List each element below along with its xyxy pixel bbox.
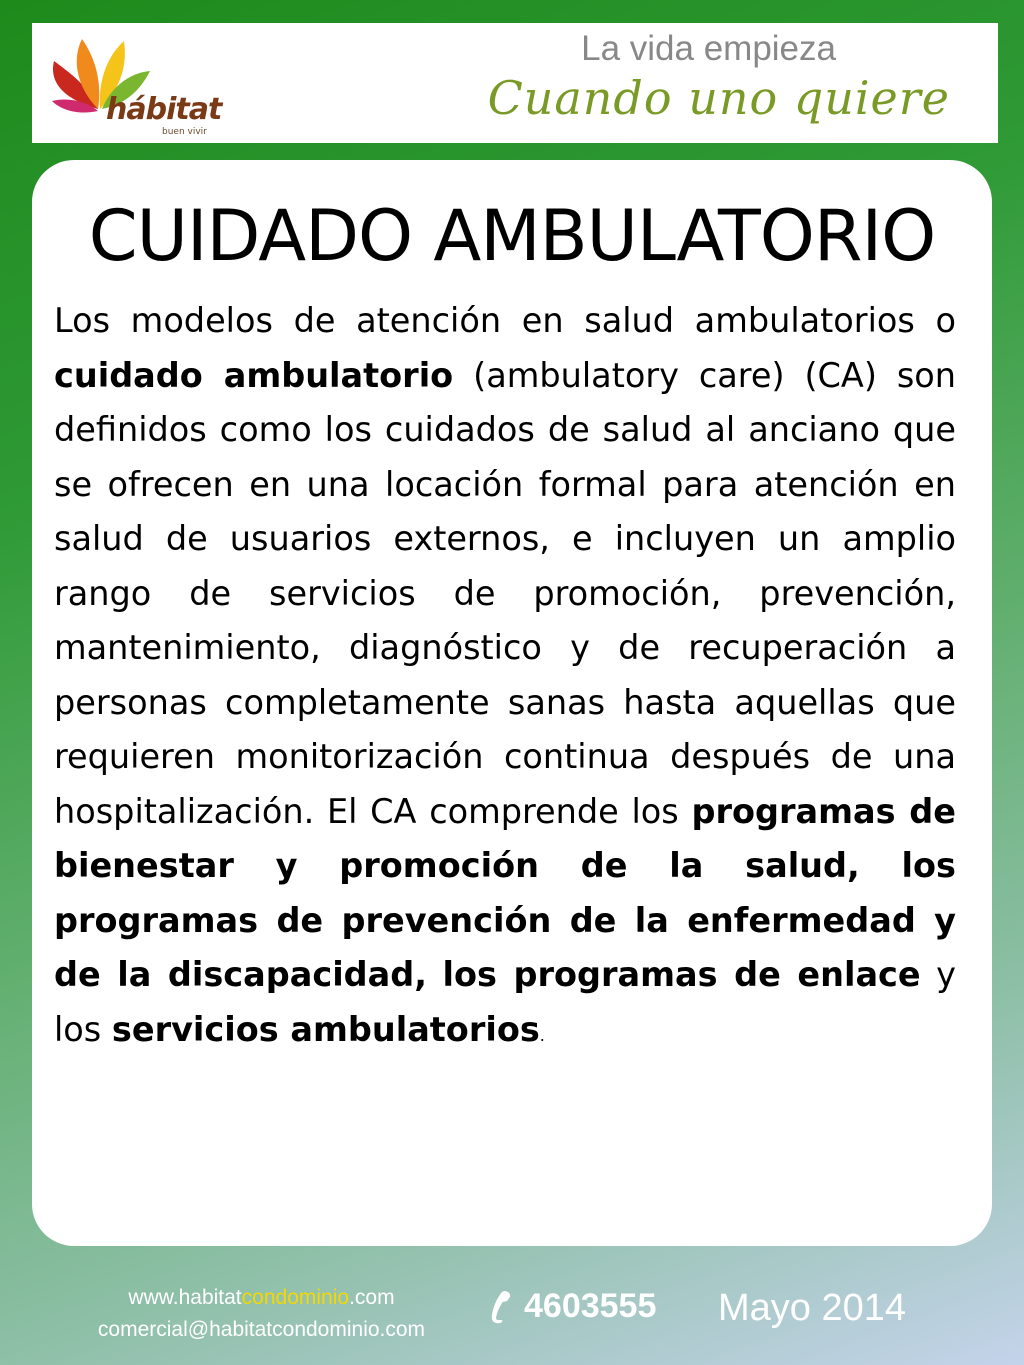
page-title: CUIDADO AMBULATORIO bbox=[88, 195, 936, 277]
bold-text-run: servicios ambulatorios bbox=[111, 1009, 540, 1049]
bold-text-run: programas de bienestar y promoción de la salud, los programas de prevención de la enfermedad y de la discapacidad, bbox=[54, 791, 956, 994]
bold-text-run: cuidado ambulatorio bbox=[54, 355, 454, 395]
bold-text-run: los programas de enlace bbox=[442, 955, 921, 994]
body-paragraph bbox=[54, 294, 956, 1063]
date-label: Mayo 2014 bbox=[718, 1287, 907, 1329]
tagline-line-2: Cuando uno quiere bbox=[487, 71, 950, 125]
text-run bbox=[427, 955, 443, 994]
footer-contact bbox=[0, 1282, 523, 1346]
text-run: . bbox=[539, 1025, 545, 1045]
email-link[interactable]: comercial@habitatcondominio.com bbox=[97, 1318, 426, 1341]
website-link[interactable]: www.habitatcondominio.com bbox=[128, 1286, 395, 1309]
header bbox=[32, 23, 998, 143]
content-card bbox=[32, 160, 992, 1246]
logo-wordmark: hábitat bbox=[106, 92, 222, 127]
tagline-line-1: La vida empieza bbox=[581, 29, 836, 68]
logo-subtitle: buen vivir bbox=[162, 127, 207, 137]
habitat-logo bbox=[40, 31, 220, 136]
phone-icon bbox=[490, 1290, 514, 1324]
text-run: Los modelos de atención en salud ambulatorios o bbox=[54, 301, 956, 340]
phone-number: 4603555 bbox=[490, 1287, 656, 1326]
text-run: y los bbox=[54, 955, 957, 1049]
text-run: (ambulatory care) (CA) son definidos como los cuidados de salud al anciano que se ofrecen en una locación formal para atención en salud de usuarios externos, e incluyen un amplio rango de servicios de promoción, prevención, mantenimiento, diagnóstico y de recuperación a personas completamente sanas hasta aquellas que requieren monitorización continua después de una hospitalización. El CA comprende los bbox=[54, 355, 956, 831]
